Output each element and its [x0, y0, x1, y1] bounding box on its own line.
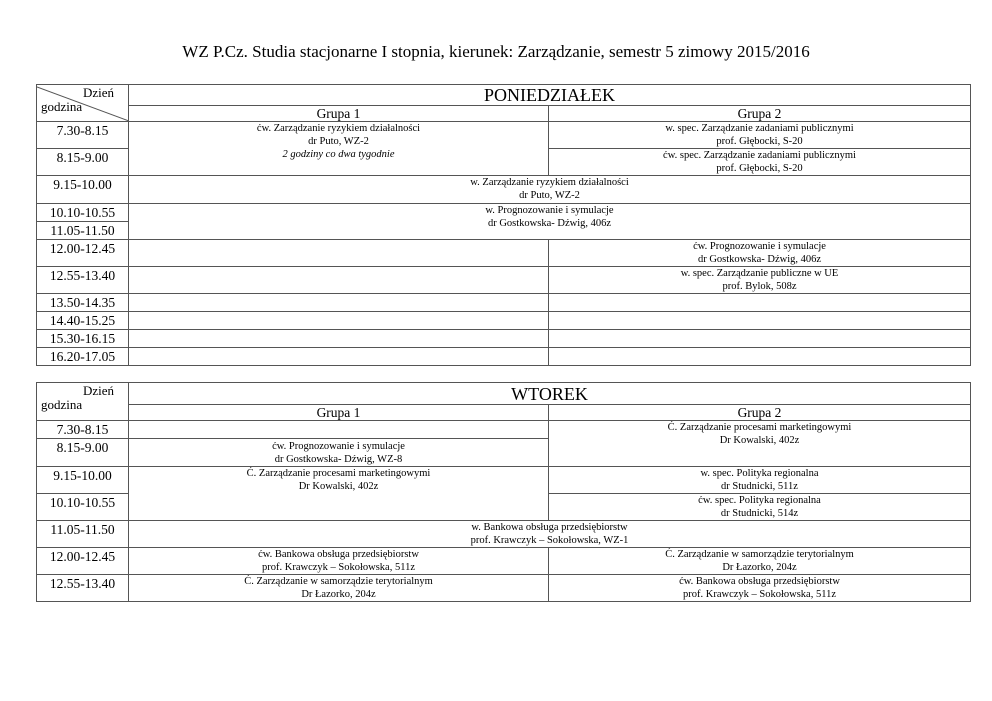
time-slot: 10.10-10.55 [37, 494, 129, 521]
empty-cell [549, 294, 971, 312]
time-slot: 7.30-8.15 [37, 421, 129, 439]
time-slot: 12.55-13.40 [37, 575, 129, 602]
class-cell: ćw. Bankowa obsługa przedsiębiorstw prof. Krawczyk – Sokołowska, 511z [129, 548, 549, 575]
empty-cell [549, 330, 971, 348]
class-cell: Ć. Zarządzanie w samorządzie terytorialnym Dr Łazorko, 204z [549, 548, 971, 575]
group2-header: Grupa 2 [549, 106, 971, 122]
day-label: Dzień [82, 85, 114, 100]
class-cell: ćw. Prognozowanie i symulacje dr Gostkowska- Dźwig, 406z [549, 240, 971, 267]
class-cell: w. spec. Zarządzanie publiczne w UE prof. Bylok, 508z [549, 267, 971, 294]
class-cell: w. Bankowa obsługa przedsiębiorstw prof. Krawczyk – Sokołowska, WZ-1 [129, 521, 971, 548]
group1-header: Grupa 1 [129, 405, 549, 421]
class-cell: ćw. spec. Polityka regionalna dr Studnicki, 514z [549, 494, 971, 521]
tuesday-schedule-table [36, 382, 971, 602]
class-cell: ćw. spec. Zarządzanie zadaniami publicznymi prof. Głębocki, S-20 [549, 149, 971, 176]
time-slot: 13.50-14.35 [37, 294, 129, 312]
empty-cell [549, 312, 971, 330]
class-cell: Ć. Zarządzanie procesami marketingowymi Dr Kowalski, 402z [129, 467, 549, 521]
group2-header: Grupa 2 [549, 405, 971, 421]
time-slot: 8.15-9.00 [37, 439, 129, 467]
empty-cell [129, 267, 549, 294]
time-slot: 9.15-10.00 [37, 467, 129, 494]
hour-label: godzina [41, 397, 83, 412]
empty-cell [129, 421, 549, 439]
class-cell: w. spec. Zarządzanie zadaniami publicznymi prof. Głębocki, S-20 [549, 122, 971, 149]
hour-label: godzina [41, 99, 83, 114]
class-cell: Ć. Zarządzanie w samorządzie terytorialnym Dr Łazorko, 204z [129, 575, 549, 602]
time-slot: 10.10-10.55 [37, 204, 129, 222]
class-cell: Ć. Zarządzanie procesami marketingowymi Dr Kowalski, 402z [549, 421, 971, 467]
note-text: 2 godziny co dwa tygodnie [282, 149, 395, 160]
empty-cell [129, 240, 549, 267]
time-slot: 7.30-8.15 [37, 122, 129, 149]
time-slot: 12.00-12.45 [37, 240, 129, 267]
time-slot: 15.30-16.15 [37, 330, 129, 348]
empty-cell [129, 330, 549, 348]
class-cell: w. Zarządzanie ryzykiem działalności dr Puto, WZ-2 [129, 176, 971, 204]
time-slot: 16.20-17.05 [37, 348, 129, 366]
monday-schedule-table [36, 84, 971, 366]
time-slot: 12.55-13.40 [37, 267, 129, 294]
empty-cell [129, 312, 549, 330]
group1-header: Grupa 1 [129, 106, 549, 122]
time-slot: 11.05-11.50 [37, 222, 129, 240]
page-title: WZ P.Cz. Studia stacjonarne I stopnia, kierunek: Zarządzanie, semestr 5 zimowy 2015/2016 [182, 42, 810, 61]
time-slot: 14.40-15.25 [37, 312, 129, 330]
class-cell: ćw. Zarządzanie ryzykiem działalności dr Puto, WZ-2 2 godziny co dwa tygodnie [129, 122, 549, 176]
class-cell: w. spec. Polityka regionalna dr Studnicki, 511z [549, 467, 971, 494]
class-cell: ćw. Prognozowanie i symulacje dr Gostkowska- Dźwig, WZ-8 [129, 439, 549, 467]
time-slot: 8.15-9.00 [37, 149, 129, 176]
time-slot: 11.05-11.50 [37, 521, 129, 548]
corner-header [37, 85, 129, 122]
empty-cell [129, 348, 549, 366]
time-slot: 12.00-12.45 [37, 548, 129, 575]
day-title-tuesday: WTOREK [129, 383, 971, 405]
empty-cell [129, 294, 549, 312]
empty-cell [549, 348, 971, 366]
class-cell: w. Prognozowanie i symulacje dr Gostkowska- Dźwig, 406z [129, 204, 971, 240]
day-title-monday: PONIEDZIAŁEK [129, 85, 971, 106]
time-slot: 9.15-10.00 [37, 176, 129, 204]
day-label: Dzień [82, 383, 114, 398]
corner-header [37, 383, 129, 421]
class-cell: ćw. Bankowa obsługa przedsiębiorstw prof. Krawczyk – Sokołowska, 511z [549, 575, 971, 602]
